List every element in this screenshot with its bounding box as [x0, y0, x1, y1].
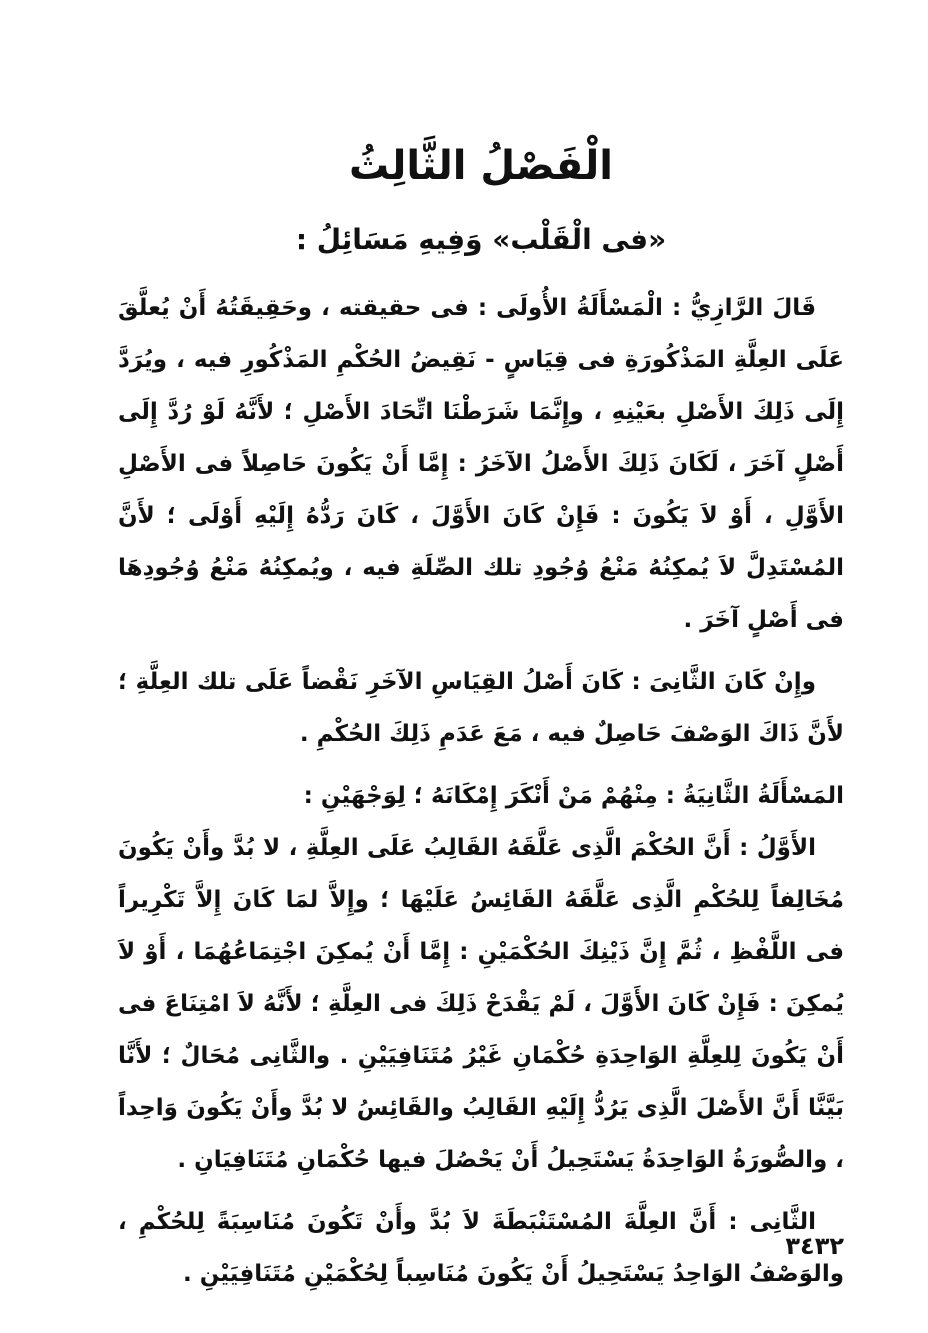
chapter-title: الْفَصْلُ الثَّالِثُ	[348, 143, 613, 189]
paragraph-first-reason: الأَوَّلُ : أَنَّ الحُكْمَ الَّذِى عَلَّقَهُ القَالِبُ عَلَى العِلَّةِ ، لا بُدَّ وأَنْ يَكُونَ مُخَالِفاً لِلحُكْمِ الَّذِى عَلَّقَهُ القَائِسُ عَلَيْهَا ؛ وإِلاَّ لمَا كَانَ إِلاَّ تَكْرِيراً فى اللَّفْظِ ، ثُمَّ إِنَّ ذَيْنِكَ الحُكْمَيْنِ : إِمَّا أَنْ يُمكِنَ اجْتِمَاعُهُمَا ، أَوْ لاَ يُمكِنَ : فَإِنْ كَانَ الأَوَّلَ ، لَمْ يَقْدَحْ ذَلِكَ فى العِلَّةِ ؛ لأَنَّهُ لاَ امْتِنَاعَ فى أَنْ يَكُونَ لِلعِلَّةِ الوَاحِدَةِ حُكْمَانِ غَيْرُ مُتَنَافِيَيْنِ . والثَّانِى مُحَالٌ ؛ لأَنَّا بَيَّنَّا أَنَّ الأَصْلَ الَّذِى يَرُدُّ إِلَيْهِ القَالِبُ والقَائِسُ لا بُدَّ وأَنْ يَكُونَ وَاحِداً ، والصُّورَةُ الوَاحِدَةُ يَسْتَحِيلُ أَنْ يَحْصُلَ فيها حُكْمَانِ مُتَنَافِيَانِ .	[118, 835, 844, 1173]
body-text	[118, 282, 844, 1300]
paragraph-second-case: وإِنْ كَانَ الثَّانِىَ : كَانَ أَصْلُ القِيَاسِ الآخَرِ نَقْضاً عَلَى تلك العِلَّةِ ؛ لأَنَّ ذَاكَ الوَصْفَ حَاصِلٌ فيه ، مَعَ عَدَمِ ذَلِكَ الحُكْمِ .	[118, 669, 844, 747]
paragraph-first-issue: قَالَ الرَّازِيُّ : الْمَسْأَلَةُ الأُولَى : فى حقيقته ، وحَقِيقَتُهُ أَنْ يُعلَّقَ عَلَى العِلَّةِ المَذْكُورَةِ فى قِيَاسٍ - نَقِيضُ الحُكْمِ المَذْكُورِ فيه ، ويُرَدَّ إِلَى ذَلِكَ الأَصْلِ بعَيْنِهِ ، وإِنَّمَا شَرَطْنَا اتِّحَادَ الأَصْلِ ؛ لأَنَّهُ لَوْ رُدَّ إِلَى أَصْلٍ آخَرَ ، لَكَانَ ذَلِكَ الأَصْلُ الآخَرُ : إِمَّا أَنْ يَكُونَ حَاصِلاً فى الأَصْلِ الأَوَّلِ ، أَوْ لاَ يَكُونَ : فَإِنْ كَانَ الأَوَّلَ ، كَانَ رَدُّهُ إِلَيْهِ أَوْلَى ؛ لأَنَّ المُسْتَدِلَّ لاَ يُمكِنُهُ مَنْعُ وُجُودِ تلك الصِّلَةِ فيه ، ويُمكِنُهُ مَنْعُ وُجُودِهَا فى أَصْلٍ آخَرَ .	[118, 295, 844, 633]
page-number: ٣٤٣٢	[785, 1232, 844, 1260]
paragraph-second-issue: المَسْأَلَةُ الثَّانِيَةُ : مِنْهُمْ مَنْ أَنْكَرَ إِمْكَانَهُ ؛ لِوَجْهَيْنِ :	[303, 783, 844, 809]
paragraph-second-reason: الثَّانِى : أَنَّ العِلَّةَ المُسْتَنْبَطَةَ لاَ بُدَّ وأَنْ تَكُونَ مُنَاسِبَةً لِلحُكْمِ ، والوَصْفُ الوَاحِدُ يَسْتَحِيلُ أَنْ يَكُونَ مُنَاسِباً لِحُكْمَيْنِ مُتَنَافِيَيْنِ .	[118, 1209, 844, 1287]
section-title: «فى الْقَلْب» وَفِيهِ مَسَائِلُ :	[295, 223, 667, 256]
